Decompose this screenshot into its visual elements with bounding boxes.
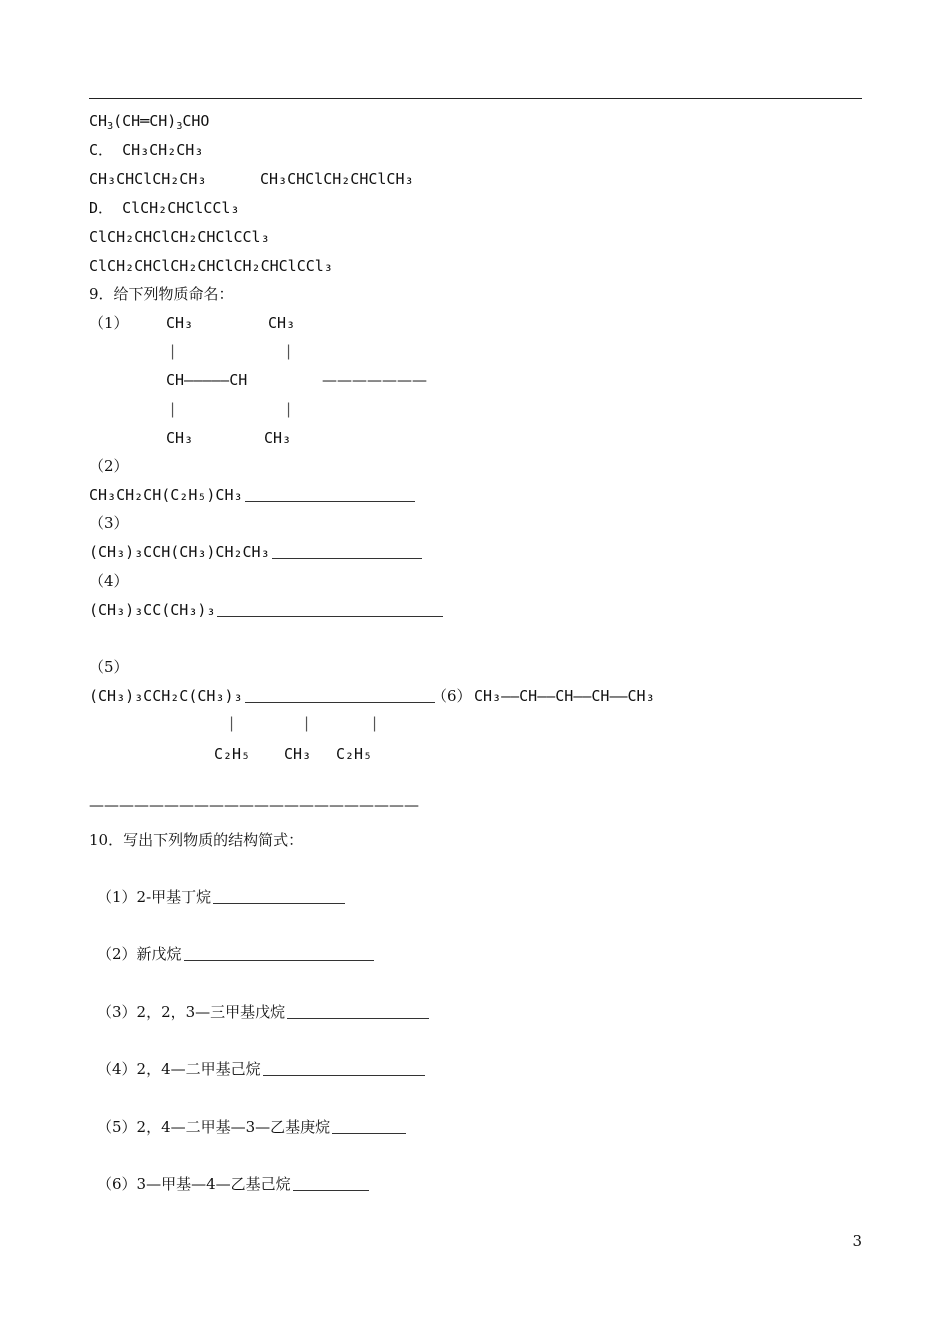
formula-line-1: $CH_3(CH═CH)_3CHO$ (89, 112, 210, 132)
answer-blank[interactable] (287, 1003, 429, 1019)
answer-blank[interactable] (272, 543, 422, 559)
answer-blank[interactable] (184, 945, 374, 961)
q9-part-5: (CH₃)₃CCH₂C(CH₃)₃ (89, 686, 435, 706)
answer-blank[interactable] (245, 687, 435, 703)
q9-part-3: (CH₃)₃CCH(CH₃)CH₂CH₃ (89, 542, 422, 562)
answer-blank[interactable] (332, 1118, 406, 1134)
q9-part-1-label: （1） (89, 314, 129, 332)
q10-item-4: （4）2，4—二甲基己烷 (97, 1059, 425, 1079)
question-10-title: 10．写出下列物质的结构简式： (89, 831, 304, 849)
bond-bar: | (372, 714, 378, 732)
p1-ch3-top-left: CH₃ (166, 314, 194, 332)
bond-bar: | (229, 714, 235, 732)
option-c-product-1: CH₃CHClCH₂CH₃ (89, 170, 207, 188)
bond-bar: | (286, 400, 292, 418)
bond-bar: | (304, 714, 310, 732)
q9-part-5-label: （5） (89, 658, 129, 676)
q10-item-6: （6）3—甲基—4—乙基己烷 (97, 1174, 369, 1194)
bond-bar: | (170, 400, 176, 418)
p1-ch3-bottom-right: CH₃ (264, 429, 292, 447)
q9-part-4-label: （4） (89, 572, 129, 590)
p1-ch3-top-right: CH₃ (268, 314, 296, 332)
q10-item-5: （5）2，4—二甲基—3—乙基庚烷 (97, 1117, 406, 1137)
p1-answer-dash: ——————— (322, 371, 427, 389)
q9-part-4: (CH₃)₃CC(CH₃)₃ (89, 600, 443, 620)
q10-item-3: （3）2，2，3—三甲基戊烷 (97, 1002, 429, 1022)
bond-bar: | (170, 342, 176, 360)
q9-part-3-label: （3） (89, 514, 129, 532)
q10-item-2: （2）新戊烷 (97, 944, 374, 964)
q10-item-1: （1）2-甲基丁烷 (97, 887, 345, 907)
answer-blank[interactable] (293, 1175, 369, 1191)
q9-answer-dash: —————————————————————— (89, 796, 419, 814)
page-number: 3 (852, 1232, 862, 1250)
answer-blank[interactable] (245, 486, 415, 502)
q9-part-2: CH₃CH₂CH(C₂H₅)CH₃ (89, 485, 415, 505)
question-9-title: 9．给下列物质命名： (89, 285, 234, 303)
answer-blank[interactable] (213, 888, 345, 904)
p6-substituent-2: CH₃ (284, 745, 312, 763)
option-c-product-2: CH₃CHClCH₂CHClCH₃ (260, 170, 414, 188)
p1-main-chain: CH—————CH (166, 371, 248, 389)
option-d-line-3: ClCH₂CHClCH₂CHClCH₂CHClCCl₃ (89, 257, 333, 275)
answer-blank[interactable] (263, 1060, 425, 1076)
q9-part-6-label: （6） (432, 687, 472, 705)
option-c: C． CH₃CH₂CH₃ (89, 141, 204, 159)
p1-ch3-bottom-left: CH₃ (166, 429, 194, 447)
option-d: D． ClCH₂CHClCCl₃ (89, 199, 240, 217)
bond-bar: | (286, 342, 292, 360)
q9-part-6-chain: CH₃——CH——CH——CH——CH₃ (474, 687, 655, 705)
p6-substituent-1: C₂H₅ (214, 745, 251, 763)
answer-blank[interactable] (217, 601, 443, 617)
header-rule (89, 98, 862, 99)
q9-part-2-label: （2） (89, 457, 129, 475)
p6-substituent-3: C₂H₅ (336, 745, 373, 763)
option-d-line-2: ClCH₂CHClCH₂CHClCCl₃ (89, 228, 270, 246)
